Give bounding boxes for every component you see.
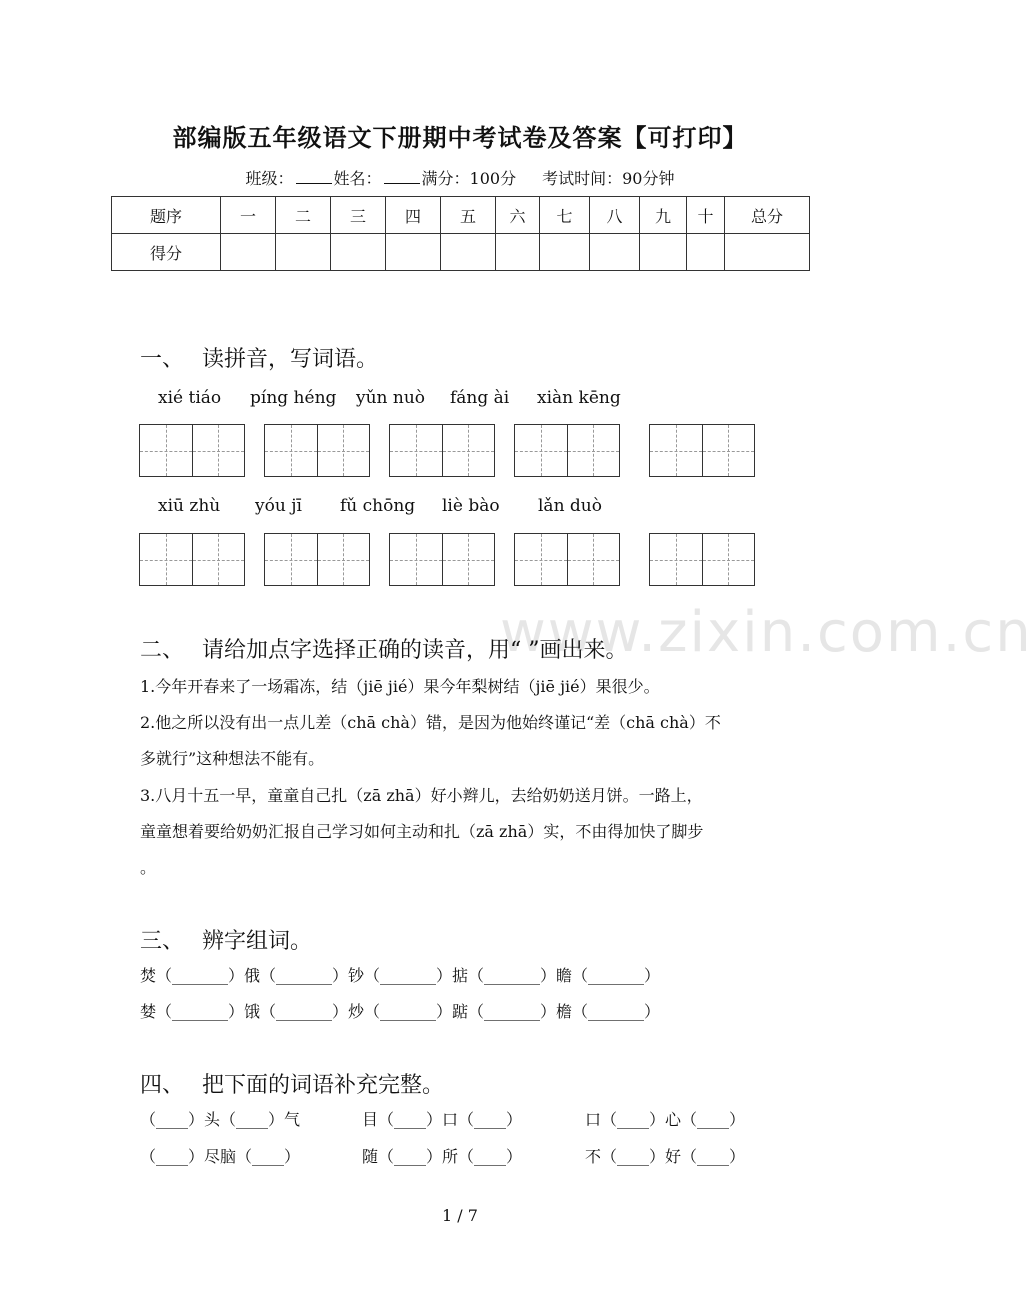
- writing-grid[interactable]: [514, 424, 620, 477]
- header-cell: 二: [276, 197, 331, 234]
- question-line: 多就行”这种想法不能有。: [140, 749, 325, 768]
- score-cell[interactable]: [590, 234, 640, 271]
- question-line: 。: [140, 858, 157, 877]
- watermark: www.zixin.com.cn: [500, 600, 1033, 665]
- section-4-number: 四、: [140, 1073, 185, 1098]
- header-cell: 总分: [725, 197, 810, 234]
- page-title: 部编版五年级语文下册期中考试卷及答案【可打印】: [172, 123, 748, 152]
- section-3-title: 辨字组词。: [202, 929, 313, 954]
- question-line: 童童想着要给奶奶汇报自己学习如何主动和扎（zā zhā）实，不由得加快了脚步: [140, 822, 704, 841]
- writing-grid[interactable]: [264, 424, 370, 477]
- pinyin-label: liè bào: [442, 496, 500, 516]
- writing-grid[interactable]: [514, 533, 620, 586]
- question-line: 2.他之所以没有出一点儿差（chā chà）错，是因为他始终谨记“差（chā chà）不: [140, 713, 721, 732]
- score-cell[interactable]: [331, 234, 386, 271]
- question-line: 3.八月十五一早，童童自己扎（zā zhā）好小辫儿，去给奶奶送月饼。一路上，: [140, 786, 703, 805]
- header-cell: 七: [540, 197, 590, 234]
- score-cell[interactable]: [640, 234, 687, 271]
- pinyin-label: xiū zhù: [158, 496, 221, 516]
- header-cell: 九: [640, 197, 687, 234]
- class-label: 班级：: [245, 169, 294, 188]
- score-cell[interactable]: [496, 234, 540, 271]
- name-blank[interactable]: [384, 169, 420, 184]
- score-cell[interactable]: [687, 234, 725, 271]
- idiom-item: 随（____）所（____）: [362, 1147, 523, 1166]
- full-score-label: 满分：100分: [421, 169, 517, 188]
- header-cell: 题序: [112, 197, 221, 234]
- score-table: [111, 196, 810, 271]
- word-pair-line: 焚（_______）俄（_______）钞（_______）掂（_______）瞻（_______）: [140, 966, 661, 985]
- pinyin-label: fáng ài: [450, 388, 510, 408]
- header-cell: 六: [496, 197, 540, 234]
- idiom-item: 不（____）好（____）: [585, 1147, 746, 1166]
- pinyin-label: píng héng: [250, 388, 337, 408]
- idiom-item: （____）尽脑（____）: [140, 1147, 301, 1166]
- section-2-number: 二、: [140, 638, 185, 663]
- score-cell[interactable]: [221, 234, 276, 271]
- pinyin-label: xié tiáo: [158, 388, 222, 408]
- section-1-heading: [140, 342, 378, 373]
- pinyin-label: yóu jī: [255, 496, 302, 516]
- class-blank[interactable]: [296, 169, 332, 184]
- writing-grid[interactable]: [389, 424, 495, 477]
- header-cell: 八: [590, 197, 640, 234]
- section-4-title: 把下面的词语补充完整。: [202, 1073, 445, 1098]
- writing-grid[interactable]: [389, 533, 495, 586]
- writing-grid[interactable]: [264, 533, 370, 586]
- idiom-item: 口（____）心（____）: [585, 1110, 746, 1129]
- pinyin-label: lǎn duò: [538, 496, 602, 516]
- section-2-heading: [140, 633, 628, 664]
- score-cell[interactable]: [540, 234, 590, 271]
- score-cell[interactable]: [725, 234, 810, 271]
- section-2-title: 请给加点字选择正确的读音，用“ ”画出来。: [202, 638, 628, 663]
- score-cell[interactable]: [441, 234, 496, 271]
- score-cell[interactable]: [276, 234, 331, 271]
- section-1-title: 读拼音，写词语。: [202, 347, 379, 372]
- score-row-label: 得分: [112, 234, 221, 271]
- exam-info-line: [0, 166, 920, 189]
- writing-grid[interactable]: [649, 533, 755, 586]
- name-label: 姓名：: [333, 169, 382, 188]
- pinyin-label: xiàn kēng: [537, 388, 621, 408]
- section-3-number: 三、: [140, 929, 185, 954]
- word-pair-line: 婪（_______）饿（_______）炒（_______）踮（_______）檐（_______）: [140, 1002, 661, 1021]
- score-cell[interactable]: [386, 234, 441, 271]
- score-table-header-row: [112, 197, 810, 234]
- score-table-score-row: [112, 234, 810, 271]
- section-3-heading: [140, 924, 312, 955]
- pinyin-label: yǔn nuò: [356, 388, 426, 408]
- pinyin-label: fǔ chōng: [340, 496, 416, 516]
- question-line: 1.今年开春来了一场霜冻，结（jiē jié）果今年梨树结（jiē jié）果很少。: [140, 677, 660, 696]
- section-1-number: 一、: [140, 347, 185, 372]
- page-number: 1 / 7: [442, 1206, 478, 1225]
- header-cell: 四: [386, 197, 441, 234]
- writing-grid[interactable]: [649, 424, 755, 477]
- writing-grid[interactable]: [139, 533, 245, 586]
- header-cell: 三: [331, 197, 386, 234]
- idiom-item: （____）头（____）气: [140, 1110, 301, 1129]
- exam-time-label: 考试时间：90分钟: [542, 169, 675, 188]
- header-cell: 一: [221, 197, 276, 234]
- idiom-item: 目（____）口（____）: [362, 1110, 523, 1129]
- section-4-heading: [140, 1068, 444, 1099]
- header-cell: 五: [441, 197, 496, 234]
- header-cell: 十: [687, 197, 725, 234]
- writing-grid[interactable]: [139, 424, 245, 477]
